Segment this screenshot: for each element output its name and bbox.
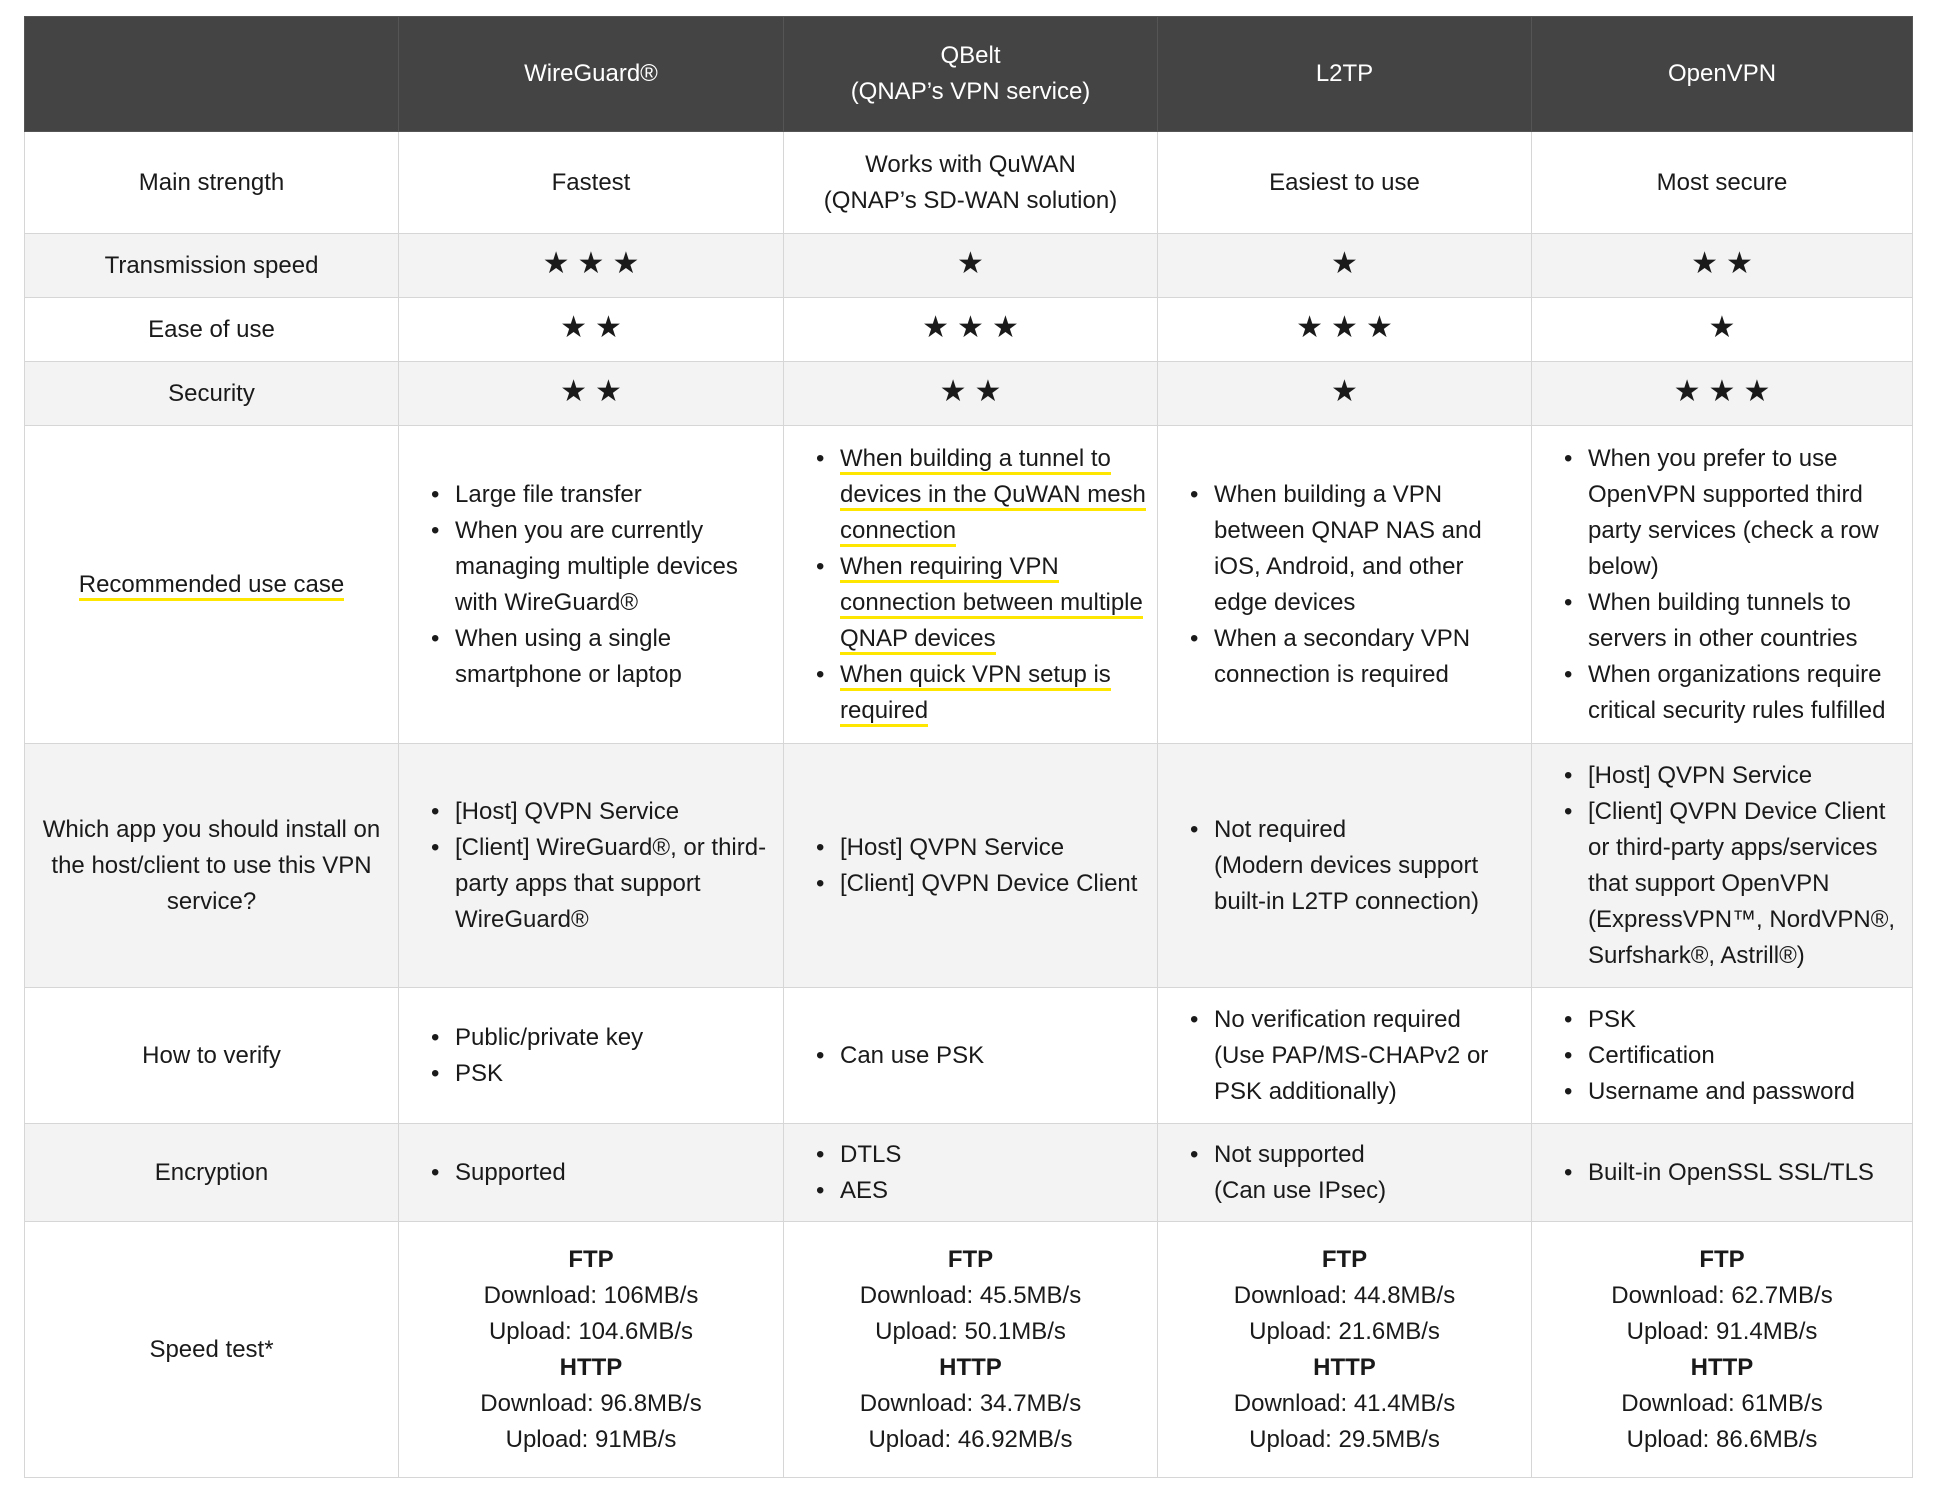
list-item-text: When a secondary VPN connection is required (1214, 624, 1471, 688)
star-icon: ★ (1331, 246, 1358, 280)
star-icon: ★ (560, 374, 587, 408)
list-item-text: [Client] QVPN Device Client (840, 869, 1138, 897)
speed-http-upload: Upload: 46.92MB/s (868, 1425, 1073, 1453)
star-icon: ★ (957, 246, 984, 280)
star-icon: ★ (939, 374, 967, 408)
star-icon: ★ (1708, 310, 1736, 344)
list-item-text: When using a single smartphone or laptop (455, 624, 682, 688)
list-item (1564, 1155, 1902, 1191)
speed-http-heading: HTTP (1313, 1353, 1376, 1381)
cell-encryption-wireguard (399, 1124, 784, 1222)
list-item (431, 621, 773, 693)
rating-cell (399, 234, 784, 298)
star-icon: ★ (1331, 310, 1358, 344)
list-item-text: When quick VPN setup is required (840, 661, 1111, 727)
row-label-ease-of-use: Ease of use (25, 298, 399, 362)
list-item (1564, 585, 1902, 657)
list-item-note: (Modern devices support built-in L2TP connection) (1214, 851, 1480, 915)
list-item (1564, 657, 1902, 729)
cell-verify-l2tp (1158, 988, 1532, 1124)
cell-speed-l2tp (1158, 1222, 1532, 1478)
row-label-verify: How to verify (25, 988, 399, 1124)
cell-app-l2tp (1158, 744, 1532, 988)
star-rating (560, 374, 622, 408)
cell-main-strength-qbelt-line2: (QNAP’s SD-WAN solution) (823, 186, 1118, 214)
cell-use-case-openvpn (1532, 426, 1913, 744)
speed-ftp-download: Download: 44.8MB/s (1233, 1281, 1456, 1309)
list-item-text: [Host] QVPN Service (840, 833, 1065, 861)
list-item-text: [Host] QVPN Service (1588, 761, 1813, 789)
row-security (25, 362, 1913, 426)
cell-main-strength-openvpn: Most secure (1532, 132, 1913, 234)
rating-cell (399, 362, 784, 426)
list-item-text: PSK (1588, 1005, 1637, 1033)
star-icon: ★ (974, 374, 1002, 408)
header-corner (25, 17, 399, 132)
speed-ftp-upload: Upload: 21.6MB/s (1249, 1317, 1440, 1345)
star-icon: ★ (560, 310, 587, 344)
list-item (1564, 1038, 1902, 1074)
star-rating (560, 310, 622, 344)
star-rating (542, 246, 640, 280)
row-label-security: Security (25, 362, 399, 426)
star-icon: ★ (1743, 374, 1771, 408)
row-ease-of-use (25, 298, 1913, 362)
star-rating (922, 310, 1019, 344)
rating-cell (399, 298, 784, 362)
list-item (816, 1137, 1147, 1173)
rating-cell (1532, 362, 1913, 426)
rating-cell (1158, 234, 1532, 298)
bullet-list (1542, 758, 1902, 974)
star-rating (1708, 310, 1736, 344)
list-item (1564, 441, 1902, 585)
star-icon: ★ (1365, 310, 1393, 344)
bullet-list (409, 1020, 773, 1092)
bullet-list (1168, 812, 1521, 920)
list-item-text: DTLS (840, 1140, 902, 1168)
rating-cell (784, 362, 1158, 426)
list-item (1190, 477, 1521, 621)
cell-verify-qbelt (784, 988, 1158, 1124)
header-row (25, 17, 1913, 132)
list-item (431, 1020, 773, 1056)
star-rating (1331, 246, 1358, 280)
speed-http-heading: HTTP (939, 1353, 1002, 1381)
list-item-note: (Can use IPsec) (1214, 1176, 1387, 1204)
list-item (1190, 1137, 1521, 1209)
bullet-list (1168, 1137, 1521, 1209)
bullet-list (794, 1137, 1147, 1209)
list-item-text: When building a VPN between QNAP NAS and iOS, Android, and other edge devices (1214, 480, 1482, 616)
list-item (431, 1155, 773, 1191)
cell-use-case-wireguard (399, 426, 784, 744)
list-item-text: [Client] WireGuard®, or third-party apps that support WireGuard® (455, 833, 767, 933)
cell-speed-openvpn (1532, 1222, 1913, 1478)
bullet-list (409, 794, 773, 938)
speed-ftp-heading: FTP (568, 1245, 614, 1273)
row-transmission-speed (25, 234, 1913, 298)
cell-verify-wireguard (399, 988, 784, 1124)
cell-use-case-l2tp (1158, 426, 1532, 744)
list-item (1564, 758, 1902, 794)
bullet-list (1542, 1155, 1902, 1191)
star-icon: ★ (991, 310, 1019, 344)
list-item (1564, 1002, 1902, 1038)
header-qbelt (784, 17, 1158, 132)
list-item (431, 513, 773, 621)
bullet-list (794, 441, 1147, 729)
header-qbelt-subtitle: (QNAP’s VPN service) (850, 78, 1091, 105)
header-openvpn: OpenVPN (1532, 17, 1913, 132)
bullet-list (794, 1038, 1147, 1074)
bullet-list (794, 830, 1147, 902)
list-item (1564, 1074, 1902, 1110)
row-label-app: Which app you should install on the host/client to use this VPN service? (25, 744, 399, 988)
bullet-list (1542, 441, 1902, 729)
speed-http-download: Download: 34.7MB/s (859, 1389, 1082, 1417)
speed-ftp-download: Download: 62.7MB/s (1611, 1281, 1833, 1309)
list-item (1190, 812, 1521, 920)
list-item (431, 830, 773, 938)
star-icon: ★ (1296, 310, 1324, 344)
row-label-encryption: Encryption (25, 1124, 399, 1222)
list-item-text: [Client] QVPN Device Client or third-party apps/services that support OpenVPN (ExpressVPN™, NordVPN®, Surfshark®, Astrill®) (1588, 797, 1896, 969)
cell-verify-openvpn (1532, 988, 1913, 1124)
star-icon: ★ (1708, 374, 1736, 408)
row-main-strength (25, 132, 1913, 234)
cell-encryption-qbelt (784, 1124, 1158, 1222)
star-rating (1296, 310, 1393, 344)
list-item-text: Large file transfer (455, 480, 642, 508)
row-label-use-case (25, 426, 399, 744)
list-item-text: PSK (455, 1059, 504, 1087)
bullet-list (1168, 1002, 1521, 1110)
list-item (816, 1038, 1147, 1074)
cell-app-wireguard (399, 744, 784, 988)
speed-ftp-heading: FTP (947, 1245, 994, 1273)
speed-http-upload: Upload: 29.5MB/s (1249, 1425, 1440, 1453)
list-item-text: • Not supported (1214, 1140, 1365, 1168)
list-item (816, 830, 1147, 866)
use-case-label: Recommended use case (79, 571, 344, 601)
list-item-text: Username and password (1588, 1077, 1855, 1105)
rating-cell (1532, 234, 1913, 298)
speed-ftp-upload: Upload: 104.6MB/s (488, 1317, 694, 1345)
rating-cell (784, 298, 1158, 362)
row-label-main-strength: Main strength (25, 132, 399, 234)
star-icon: ★ (1331, 374, 1358, 408)
header-l2tp: L2TP (1158, 17, 1532, 132)
list-item-text: When requiring VPN connection between multiple QNAP devices (840, 553, 1143, 655)
row-verify (25, 988, 1913, 1124)
star-rating (1673, 374, 1771, 408)
bullet-list (409, 1155, 773, 1191)
rating-cell (1158, 298, 1532, 362)
speed-http-download: Download: 41.4MB/s (1233, 1389, 1456, 1417)
row-label-transmission-speed: Transmission speed (25, 234, 399, 298)
row-encryption (25, 1124, 1913, 1222)
cell-speed-qbelt (784, 1222, 1158, 1478)
star-icon: ★ (577, 246, 605, 280)
star-icon: ★ (1691, 246, 1718, 280)
speed-http-download: Download: 61MB/s (1621, 1389, 1823, 1417)
list-item-text: Supported (455, 1158, 566, 1186)
list-item-text: When you are currently managing multiple devices with WireGuard® (455, 516, 738, 616)
bullet-list (409, 477, 773, 693)
star-rating (1331, 374, 1358, 408)
star-rating (939, 374, 1002, 408)
list-item (816, 657, 1147, 729)
bullet-list (1542, 1002, 1902, 1110)
cell-main-strength-wireguard: Fastest (399, 132, 784, 234)
list-item (816, 866, 1147, 902)
row-speed-test (25, 1222, 1913, 1478)
star-icon: ★ (612, 246, 640, 280)
star-icon: ★ (595, 310, 622, 344)
rating-cell (1158, 362, 1532, 426)
list-item-text: Built-in OpenSSL SSL/TLS (1588, 1158, 1874, 1186)
list-item-text: • Not required (1214, 815, 1347, 843)
list-item (1190, 621, 1521, 693)
speed-http-upload: Upload: 91MB/s (505, 1425, 677, 1453)
list-item-text: AES (840, 1176, 889, 1204)
list-item (431, 1056, 773, 1092)
cell-app-qbelt (784, 744, 1158, 988)
speed-ftp-heading: FTP (1321, 1245, 1368, 1273)
list-item-text: When organizations require critical security rules fulfilled (1588, 660, 1886, 724)
star-rating (957, 246, 984, 280)
rating-cell (1532, 298, 1913, 362)
list-item-text: [Host] QVPN Service (455, 797, 680, 825)
star-icon: ★ (1673, 374, 1701, 408)
speed-ftp-heading: FTP (1699, 1245, 1745, 1273)
star-icon: ★ (542, 246, 570, 280)
speed-ftp-upload: Upload: 91.4MB/s (1626, 1317, 1818, 1345)
list-item-text: Certification (1588, 1041, 1715, 1069)
cell-main-strength-l2tp: Easiest to use (1158, 132, 1532, 234)
speed-http-download: Download: 96.8MB/s (480, 1389, 702, 1417)
cell-encryption-l2tp (1158, 1124, 1532, 1222)
speed-http-upload: Upload: 86.6MB/s (1626, 1425, 1818, 1453)
star-icon: ★ (922, 310, 950, 344)
vpn-comparison-table (24, 16, 1913, 1478)
row-use-case (25, 426, 1913, 744)
list-item-text: Can use PSK (840, 1041, 985, 1069)
cell-app-openvpn (1532, 744, 1913, 988)
list-item-text: When building a tunnel to devices in the QuWAN mesh connection (840, 445, 1146, 547)
speed-http-heading: HTTP (1690, 1353, 1754, 1381)
list-item (1564, 794, 1902, 974)
cell-encryption-openvpn (1532, 1124, 1913, 1222)
cell-use-case-qbelt (784, 426, 1158, 744)
speed-ftp-upload: Upload: 50.1MB/s (875, 1317, 1066, 1345)
cell-main-strength-qbelt-line1: Works with QuWAN (865, 150, 1076, 178)
list-item-note: (Use PAP/MS-CHAPv2 or PSK additionally) (1214, 1041, 1489, 1105)
header-wireguard: WireGuard® (399, 17, 784, 132)
list-item-text: When building tunnels to servers in other countries (1588, 588, 1858, 652)
list-item (816, 441, 1147, 549)
header-qbelt-name: QBelt (940, 42, 1001, 69)
list-item (816, 549, 1147, 657)
bullet-list (1168, 477, 1521, 693)
row-app (25, 744, 1913, 988)
speed-ftp-download: Download: 45.5MB/s (859, 1281, 1082, 1309)
rating-cell (784, 234, 1158, 298)
list-item (1190, 1002, 1521, 1110)
star-icon: ★ (957, 310, 984, 344)
cell-speed-wireguard (399, 1222, 784, 1478)
list-item-text: When you prefer to use OpenVPN supported third party services (check a row below) (1588, 444, 1879, 580)
star-icon: ★ (595, 374, 622, 408)
star-rating (1691, 246, 1753, 280)
list-item (431, 477, 773, 513)
list-item (816, 1173, 1147, 1209)
cell-main-strength-qbelt (784, 132, 1158, 234)
list-item-text: • No verification required (1214, 1005, 1461, 1033)
row-label-speed-test: Speed test* (25, 1222, 399, 1478)
speed-http-heading: HTTP (559, 1353, 623, 1381)
list-item-text: Public/private key (455, 1023, 644, 1051)
star-icon: ★ (1726, 246, 1753, 280)
list-item (431, 794, 773, 830)
speed-ftp-download: Download: 106MB/s (483, 1281, 699, 1309)
